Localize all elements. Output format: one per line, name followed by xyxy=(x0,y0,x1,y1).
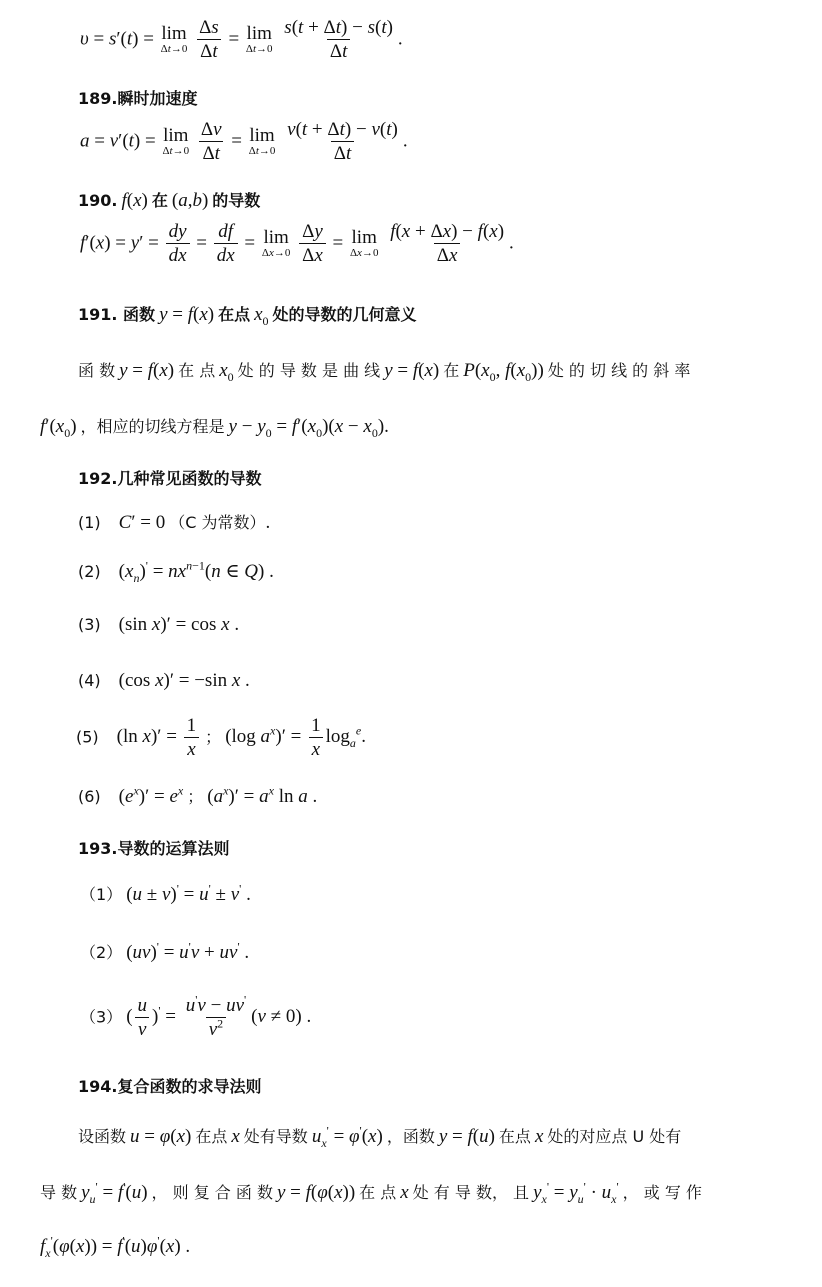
section-189-heading: 189.瞬时加速度 xyxy=(78,89,198,108)
rule-quotient: （3） ( $\frac{u}{v}$ )' = $\frac{u'v - uv'}{v^2}$ (v ≠ 0) . xyxy=(80,992,312,1040)
section-191-heading: 191. 函数 y = f(x) 在点 $x_0$ 处的导数的几何意义 xyxy=(78,304,417,328)
rule-product: （2） (uv)' = u'v + uv' . xyxy=(80,939,250,963)
section-194-heading: 194.复合函数的求导法则 xyxy=(78,1077,262,1096)
velocity-formula: υ = s′(t) = lim Δt→0 $\frac{\Delta s}{\Delta t}$ = lim Δt→0 $\frac{s(t + \Delta t) - s(t)}{\Delta t}$ . xyxy=(80,17,403,62)
geometric-meaning-line2: $f'(x_0)$ ，相应的切线方程是 $y - y_0 = f'(x_0)(x - x_0)$. xyxy=(40,416,389,440)
derivative-formula: f′(x) = y′ = $\frac{dy}{dx}$ = $\frac{df}{dx}$ = lim Δx→0 $\frac{\Delta y}{\Delta x}$ = lim Δx→0 $\frac{f(x + \Delta x) - f(x)}{\Delta x}$ . xyxy=(80,221,514,266)
section-192-heading: 192.几种常见函数的导数 xyxy=(78,469,262,488)
common-derivative-4: (4) (cos x)′ = −sin x . xyxy=(78,670,250,691)
common-derivative-1: (1) C′ = 0 （C 为常数）. xyxy=(78,512,271,533)
common-derivative-6: (6) $(e^x)' = e^x$ ； $(a^x)' = a^x$ ln a . xyxy=(78,783,318,807)
rule-sum: （1） (u ± v)' = u' ± v' . xyxy=(80,881,251,905)
chain-rule-line1: 设函数 u = φ(x) 在点 x 处有导数 $u_x' = \varphi'(x)$ ，函数 y = f(u) 在点 x 处的对应点 U 处有 xyxy=(78,1123,682,1150)
acceleration-formula: a = v′(t) = lim Δt→0 $\frac{\Delta v}{\Delta t}$ = lim Δt→0 $\frac{v(t + \Delta t) - v(t)}{\Delta t}$ . xyxy=(80,119,408,164)
section-190-heading: 190. f(x) 在 (a,b) 的导数 xyxy=(78,190,261,211)
geometric-meaning-line1: 函 数 y = f(x) 在 点 $x_0$ 处 的 导 数 是 曲 线 y = f(x) 在 $P(x_0$, $f(x_0)$) 处 的 切 线 的 斜 率 xyxy=(78,360,691,384)
common-derivative-2: (2) $(x_n)' = nx^{n-1}(n$ ∈ Q) . xyxy=(78,558,274,585)
chain-rule-line3: $f_x'(\varphi(x)) = f'(u)\varphi'(x)$ . xyxy=(40,1233,191,1260)
chain-rule-line2: 导 数 $y_u' = f'(u)$ ， 则 复 合 函 数 y = f(φ(x)) 在 点 x 处 有 导 数， 且 $y_x' = y_u' \cdot u_x'$ ， 或 写 作 xyxy=(40,1179,702,1206)
section-193-heading: 193.导数的运算法则 xyxy=(78,839,230,858)
common-derivative-5: (5) (ln x)′ = $\frac{1}{x}$ ； (log $a^x)'$ = $\frac{1}{x}$ $\log_a^e$. xyxy=(76,715,366,760)
common-derivative-3: (3) (sin x)′ = cos x . xyxy=(78,614,240,635)
